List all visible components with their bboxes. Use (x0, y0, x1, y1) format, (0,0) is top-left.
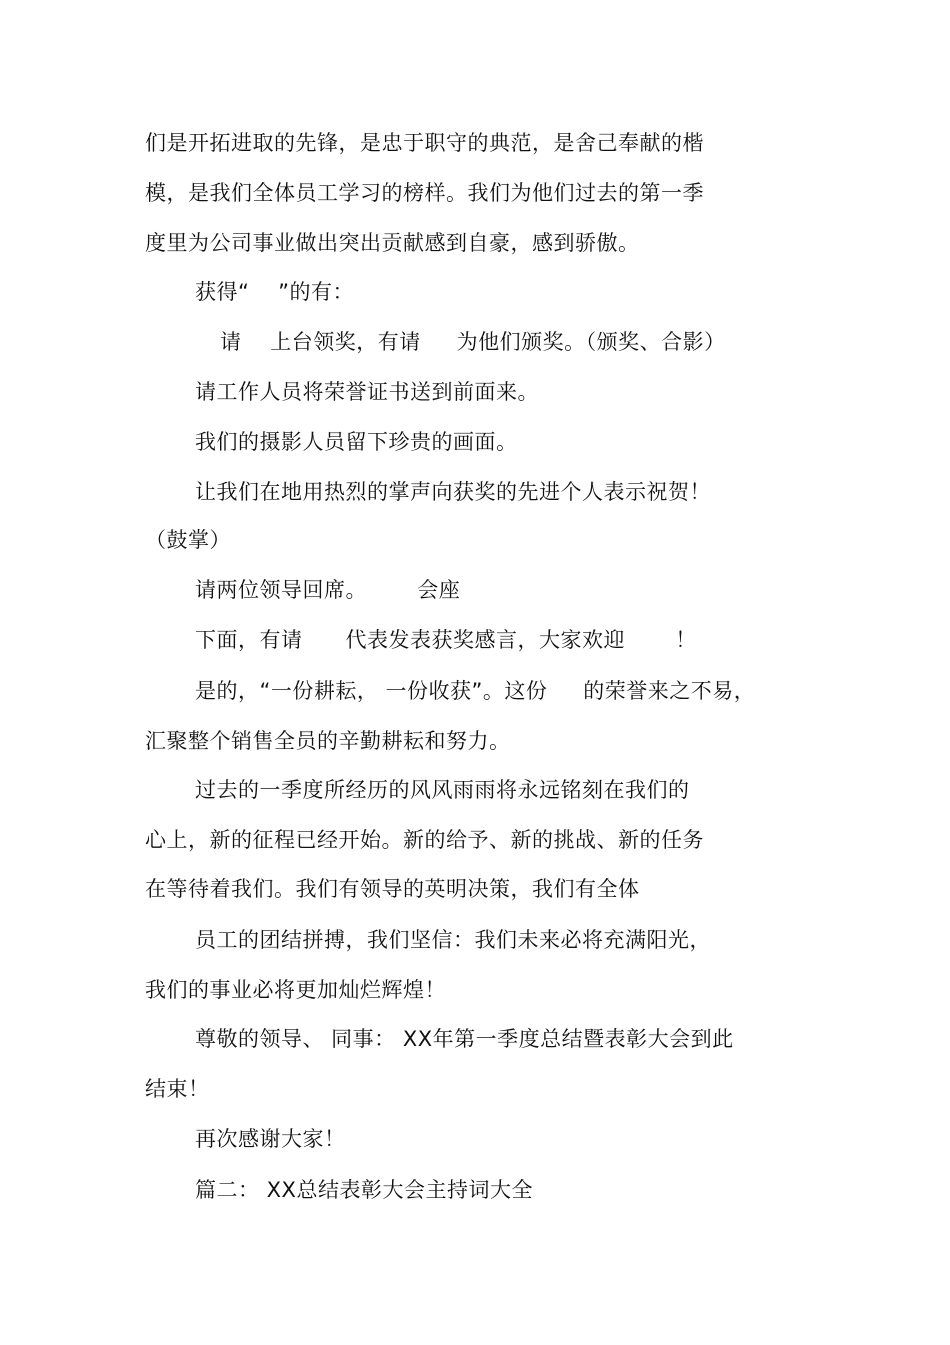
text-line: 尊敬的领导、 同事： XX年第一季度总结暨表彰大会到此 (195, 1027, 734, 1051)
text-line: 下面，有请 代表发表获奖感言，大家欢迎 ！ (195, 628, 697, 652)
text-line: 请两位领导回席。 会座 (195, 578, 461, 602)
text-line: 度里为公司事业做出突出贡献感到自豪，感到骄傲。 (145, 231, 640, 255)
text-line: 再次感谢大家！ (195, 1127, 346, 1151)
text-line: 我们的事业必将更加灿烂辉煌！ (145, 978, 446, 1002)
text-line: 汇聚整个销售全员的辛勤耕耘和努力。 (145, 729, 511, 753)
text-line: 请 上台领奖，有请 为他们颁奖。（颁奖、合影） (220, 330, 726, 354)
text-line: 篇二： XX总结表彰大会主持词大全 (195, 1178, 533, 1202)
text-line: 员工的团结拼搏，我们坚信：我们未来必将充满阳光， (195, 928, 711, 952)
text-line: 心上，新的征程已经开始。新的给予、新的挑战、新的任务 (145, 828, 704, 852)
text-line: 请工作人员将荣誉证书送到前面来。 (195, 380, 539, 404)
text-line: （鼓掌） (145, 528, 231, 552)
text-line: 在等待着我们。我们有领导的英明决策，我们有全体 (145, 877, 640, 901)
text-line: 结束！ (145, 1077, 210, 1101)
text-line: 是的，“一份耕耘， 一份收获”。这份 的荣誉来之不易， (195, 679, 756, 703)
text-line: 过去的一季度所经历的风风雨雨将永远铭刻在我们的 (195, 778, 690, 802)
text-line: 获得“ ”的有： (195, 280, 354, 304)
text-line: 让我们在地用热烈的掌声向获奖的先进个人表示祝贺！ (195, 480, 711, 504)
text-line: 我们的摄影人员留下珍贵的画面。 (195, 430, 518, 454)
text-line: 们是开拓进取的先锋，是忠于职守的典范，是舍己奉献的楷 (145, 131, 704, 155)
text-line: 模，是我们全体员工学习的榜样。我们为他们过去的第一季 (145, 181, 704, 205)
